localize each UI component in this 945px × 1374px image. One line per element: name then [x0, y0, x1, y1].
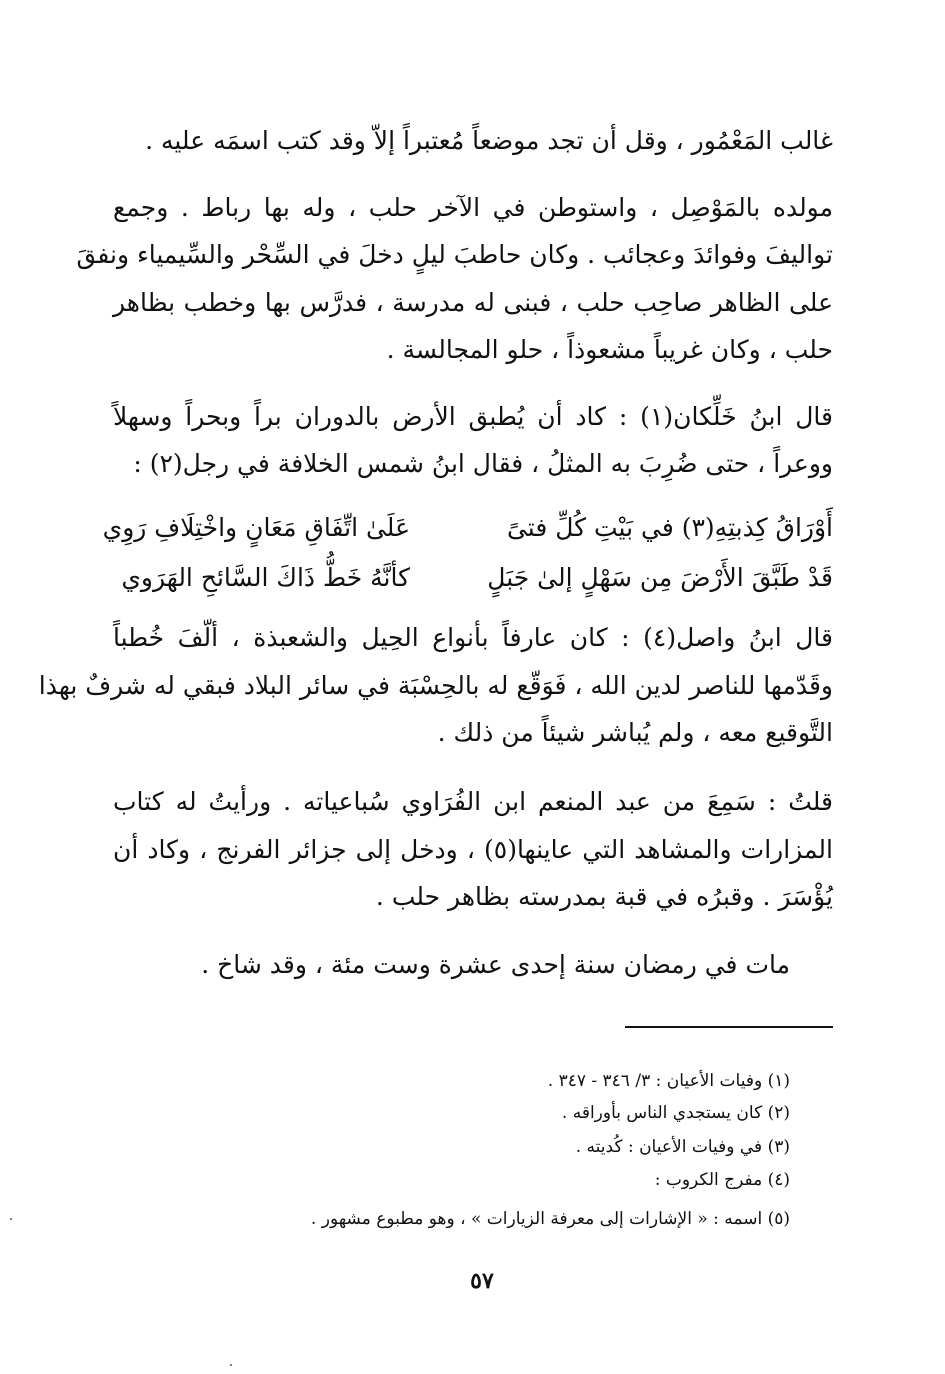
verse-first-hemistich: أَوْرَاقُ كِذبتِهِ(٣) في بَيْتِ كُلِّ فتىً	[506, 513, 833, 542]
footnote: (٢) كان يستجدي الناس بأوراقه .	[561, 1103, 790, 1123]
footnote: (٣) في وفيات الأعيان : كُديته .	[575, 1137, 790, 1157]
text-line: يُؤْسَرَ . وقبرُه في قبة بمدرسته بظاهر حلب .	[375, 882, 833, 911]
text-line: قال ابنُ واصل(٤) : كان عارفاً بأنواع الحِيل والشعبذة ، ألّفَ خُطباً	[113, 623, 833, 652]
text-line: على الظاهر صاحِب حلب ، فبنى له مدرسة ، فدرَّس بها وخطب بظاهر	[113, 288, 833, 317]
text-line: المزارات والمشاهد التي عاينها(٥) ، ودخل إلى جزائر الفرنج ، وكاد أن	[113, 835, 833, 864]
scan-speck	[10, 1218, 12, 1220]
footnote: (١) وفيات الأعيان : ٣/ ٣٤٦ - ٣٤٧ .	[547, 1071, 790, 1091]
verse-second-hemistich: كأنَّهُ خَطُّ ذَاكَ السَّائحِ الهَرَوي	[121, 563, 410, 592]
footnote-separator	[625, 1026, 833, 1028]
verse-second-hemistich: عَلَىٰ اتِّفَاقِ مَعَانٍ واخْتِلَافِ رَوِي	[102, 513, 410, 542]
text-line: تواليفَ وفوائدَ وعجائب . وكان حاطبَ ليلٍ دخلَ في السِّحْر والسِّيمياء ونفقَ	[76, 240, 833, 269]
footnote: (٤) مفرج الكروب :	[654, 1170, 790, 1190]
text-line: حلب ، وكان غريباً مشعوذاً ، حلو المجالسة .	[386, 335, 833, 364]
text-line: غالب المَعْمُور ، وقل أن تجد موضعاً مُعتبراً إلاّ وقد كتب اسمَه عليه .	[145, 126, 833, 155]
text-line: مات في رمضان سنة إحدى عشرة وست مئة ، وقد شاخ .	[201, 950, 790, 979]
text-line: التَّوقيع معه ، ولم يُباشر شيئاً من ذلك .	[437, 718, 833, 747]
text-line: ووعراً ، حتى ضُرِبَ به المثلُ ، فقال ابنُ شمس الخلافة في رجل(٢) :	[133, 449, 833, 478]
text-line: وقَدّمها للناصر لدين الله ، فَوَقّع له بالحِسْبَة في سائر البلاد فبقي له شرفٌ بهذا	[38, 671, 833, 700]
text-line: مولده بالمَوْصِل ، واستوطن في الآخر حلب ، وله بها رباط . وجمع	[113, 193, 833, 222]
page-number: ٥٧	[470, 1268, 494, 1294]
footnote: (٥) اسمه : « الإشارات إلى معرفة الزيارات » ، وهو مطبوع مشهور .	[310, 1209, 790, 1229]
verse-first-hemistich: قَدْ طَبَّقَ الأَرْضَ مِن سَهْلٍ إلىٰ جَبَلٍ	[487, 563, 833, 592]
text-line: قال ابنُ خَلِّكان(١) : كاد أن يُطبق الأرض بالدوران براً وبحراً وسهلاً	[113, 402, 833, 431]
scan-speck	[230, 1364, 232, 1366]
text-line: قلتُ : سَمِعَ من عبد المنعم ابن الفُرَاوي سُباعياته . ورأيتُ له كتاب	[113, 787, 833, 816]
